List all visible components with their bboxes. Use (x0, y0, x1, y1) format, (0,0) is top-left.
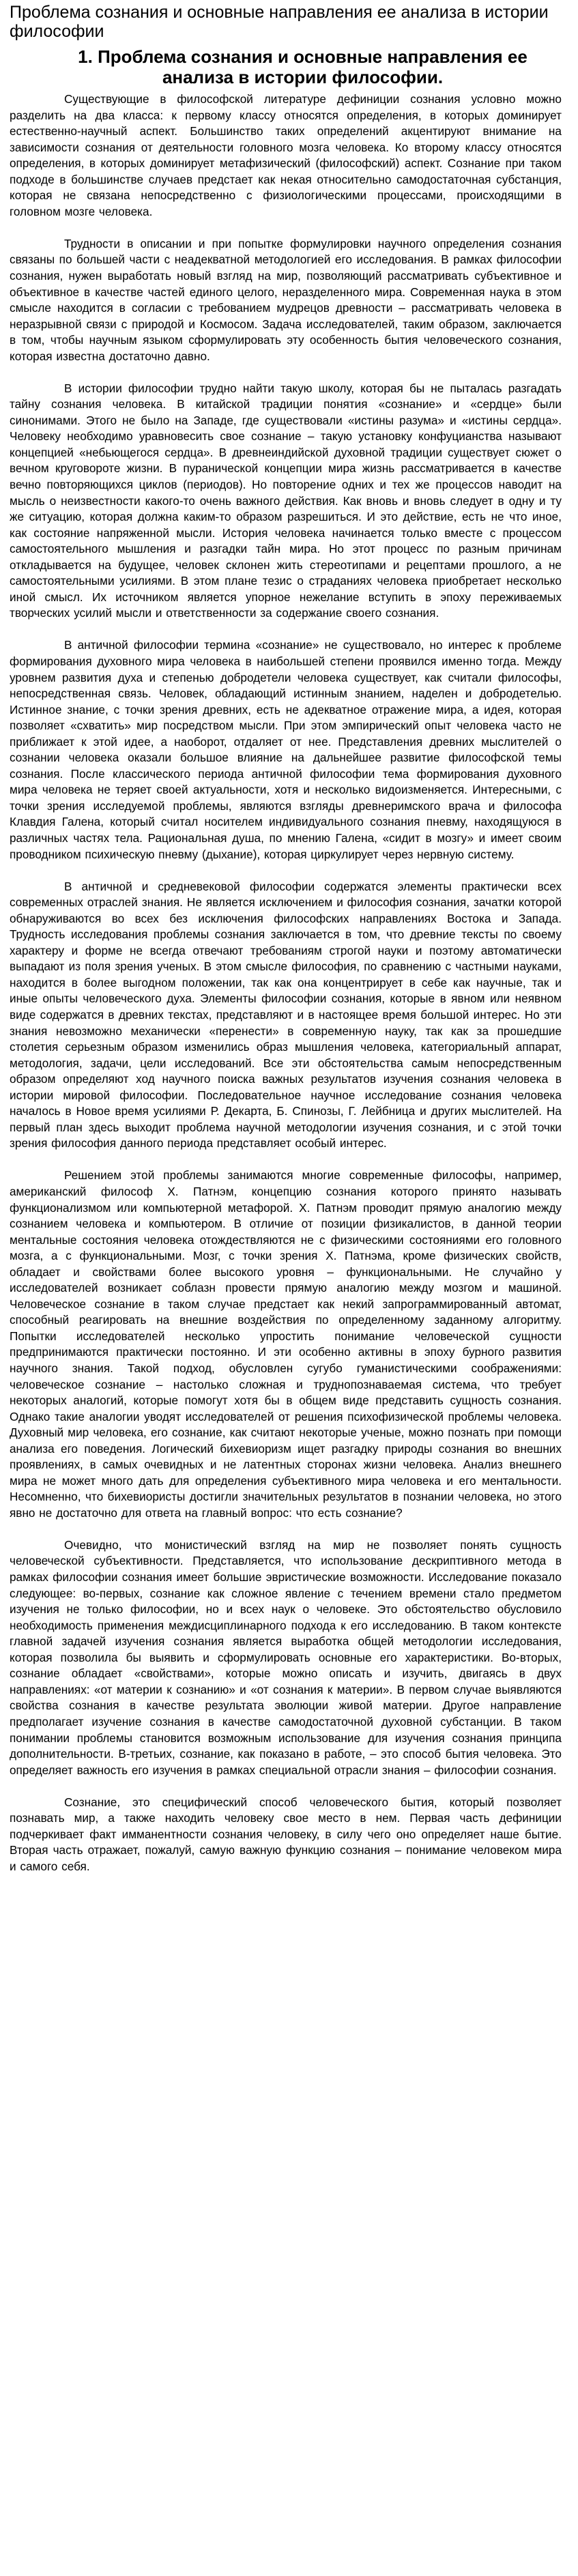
document-page (0, 3, 578, 1875)
paragraph: Сознание, это специфический способ человеческого бытия, который позволяет познавать мир, а также находить человеку свое место в нем. Первая часть дефиниции подчеркивает факт имманентности сознания человеку, в силу чего оно определяет наше бытие. Вторая часть отражает, пожалуй, самую важную функцию сознания – понимание человеком мира и самого себя. (10, 1795, 562, 1873)
paragraph: В античной философии термина «сознание» не существовало, но интерес к проблеме формирования духовного мира человека в наибольшей степени проявился именно тогда. Между уровнем развития духа и степенью добродетели человека существует, как считали философы, непосредственная связь. Человек, обладающий истинным знанием, наделен и добродетелью. Истинное знание, с точки зрения древних, есть не адекватное отражение мира, а идея, которая позволяет «схватить» мир посредством мысли. При этом эмпирический опыт человека часто не приближает к этой идее, а наоборот, отдаляет от нее. Представления древних мыслителей о сознании человека оказали большое влияние на дальнейшее развитие философской темы сознания. После классического периода античной философии тема формирования духовного мира человека не теряет своей актуальности, хотя и несколько видоизменяется. Интересными, с точки зрения исследуемой проблемы, являются взгляды древнеримского врача и философа Клавдия Галена, который считал носителем индивидуального сознания пневму, находящуюся в различных частях тела. Рациональная душа, по мнению Галена, «сидит в мозгу» и имеет своим проводником психическую пневму (дыхание), которая циркулирует через нервную систему. (10, 638, 562, 861)
document-title: Проблема сознания и основные направления ее анализа в истории философии (10, 3, 549, 41)
paragraph: Решением этой проблемы занимаются многие современные философы, например, американский философ Х. Патнэм, концепцию сознания которого принято называть функционализмом или компьютерной метафорой. Х. Патнэм проводит прямую аналогию между сознанием человека и компьютером. В отличие от позиции физикалистов, в данной теории ментальные состояния человека отождествляются не с физическими состояниями его головного мозга, а с функциональными. Мозг, с точки зрения Х. Патнэма, кроме физических свойств, обладает и свойствами более высокого уровня – функциональными. Не случайно у исследователей возникает соблазн провести прямую аналогию между мозгом и машиной. Человеческое сознание в таком случае предстает как некий запрограммированный автомат, способный реагировать на внешние воздействия по определенному заданному алгоритму. Попытки исследователей несколько упростить понимание человеческой сущности предпринимаются практически постоянно. И эти особенно активны в эпоху бурного развития научного знания. Такой подход, обусловлен сугубо гуманистическими соображениями: человеческое сознание – настолько сложная и труднопознаваемая система, что требует некоторых аналогий, которые помогут хотя бы в общем виде представить сущность сознания. Однако такие аналогии уводят исследователей от решения психофизической проблемы человека. Духовный мир человека, его сознание, как считают некоторые ученые, можно познать при помощи анализа его поведения. Логический бихевиоризм ищет разгадку природы сознания во внешних проявлениях, в самых очевидных и не латентных сторонах жизни человека. Анализ внешнего мира не может много дать для определения субъективного мира человека и его ментальности. Несомненно, что бихевиористы достигли значительных результатов в познании человека, но этого явно не достаточно для ответа на главный вопрос: что есть сознание? (10, 1168, 562, 1520)
paragraph: В античной и средневековой философии содержатся элементы практически всех современных отраслей знания. Не является исключением и философия сознания, зачатки которой обнаруживаются во всех без исключения философских направлениях Востока и Запада. Трудность исследования проблемы сознания заключается в том, что древние тексты по своему характеру и форме не всегда отвечают требованиям строгой науки и поэтому автоматически выпадают из поля зрения ученых. В этом смысле философия, по сравнению с частными науками, находится в более выгодном положении, так как она концентрирует в себе как научные, так и иные опыты человеческого духа. Элементы философии сознания, которые в явном или неявном виде содержатся в древних текстах, представляют и в настоящее время большой интерес. Но эти знания невозможно механически «перенести» в современную науку, так как за прошедшие столетия серьезным образом изменились образ мышления человека, категориальный аппарат, методология, задачи, цели исследований. Все эти обстоятельства самым непосредственным образом определяют ход научного поиска важных результатов изучения сознания человека в истории мировой философии. Последовательное научное исследование сознания человека началось в Новое время усилиями Р. Декарта, Б. Спинозы, Г. Лейбница и других мыслителей. На первый план здесь выходит проблема научной методологии изучения сознания, и с этой точки зрения философия данного периода представляет особый интерес. (10, 879, 562, 1150)
paragraph: Трудности в описании и при попытке формулировки научного определения сознания связаны по большей части с неадекватной методологией его исследования. В рамках философии сознания, нужен выработать новый взгляд на мир, позволяющий рассматривать субъективное и объективное в качестве частей единого целого, неразделенного мира. Современная наука в этом смысле находится в согласии с требованием мудрецов древности – рассматривать человека в неразрывной связи с природой и Космосом. Задача исследователей, таким образом, заключается в том, чтобы научным языком сформулировать эту особенность бытия человеческого сознания, которая известна достаточно давно. (10, 236, 562, 363)
document-body (10, 91, 568, 1875)
section-heading: 1. Проблема сознания и основные направления ее анализа в истории философии. (78, 46, 528, 87)
paragraph: Очевидно, что монистический взгляд на мир не позволяет понять сущность человеческой субъективности. Представляется, что использование дескриптивного метода в рамках философии сознания имеет большие эвристические возможности. Исследование показало следующее: во-первых, сознание как сложное явление с течением времени стало предметом изучения не только философии, но и всех наук о человеке. Это обстоятельство обусловило необходимость применения междисциплинарного подхода к его исследованию. В таком контексте главной задачей изучения сознания является выработка общей методологии исследования, которая позволила бы выявить и сформулировать основные его характеристики. Во-вторых, сознание обладает «свойствами», которые можно описать и изучить, двигаясь в двух направлениях: «от материи к сознанию» и «от сознания к материи». В первом случае выявляются свойства сознания в качестве результата эволюции живой материи. Другое направление предполагает изучение сознания в качестве самодостаточной духовной субстанции. В таком понимании проблемы становится возможным использование для изучения сознания принципа дополнительности. В-третьих, сознание, как показано в работе, – это способ бытия человека. Это определяет важность его изучения в рамках специальной отрасли знания – философии сознания. (10, 1537, 562, 1777)
paragraph: Существующие в философской литературе дефиниции сознания условно можно разделить на два класса: к первому классу относятся определения, в которых доминирует естественно-научный аспект. Большинство таких определений акцентируют внимание на зависимости сознания от деятельности головного мозга человека. Ко второму классу относятся определения, в которых доминирует метафизический (философский) аспект. Сознание при таком подходе в большинстве случаев предстает как некая относительно самодостаточная субстанция, которая не связана непосредственно с физиологическими процессами, происходящими в головном мозге человека. (10, 92, 562, 218)
paragraph: В истории философии трудно найти такую школу, которая бы не пыталась разгадать тайну сознания человека. В китайской традиции понятия «сознание» и «сердце» были синонимами. Этого не было на Западе, где существовали «истины разума» и «истины сердца». Человеку необходимо уравновесить свое сознание – такую установку конфуцианства называют концепцией «небьющегося сердца». В древнеиндийской духовной традиции существует сюжет о вечном круговороте жизни. В пуранической концепции мира жизнь рассматривается в качестве вечно повторяющихся циклов (периодов). Но повторение одних и тех же процессов наводит на мысль о неизвестности какого-то очень важного действия. Как вновь и вновь следует в одну и ту же ситуацию, которая должна каким-то образом разрешиться. И это действие, есть не что иное, как состояние напряженной мысли. История человека начинается только вместе с процессом самостоятельного мышления и разгадки тайн мира. Но этот процесс по разным причинам откладывается на будущее, человек склонен жить стереотипами и рецептами прошлого, а не самостоятельными усилиями. В этом плане тезис о страданиях человека приобретает несколько иной смысл. Их источником является упорное нежелание вступить в эпоху переживаемых творческих усилий мысли и ответственности за содержание своего сознания. (10, 381, 562, 620)
